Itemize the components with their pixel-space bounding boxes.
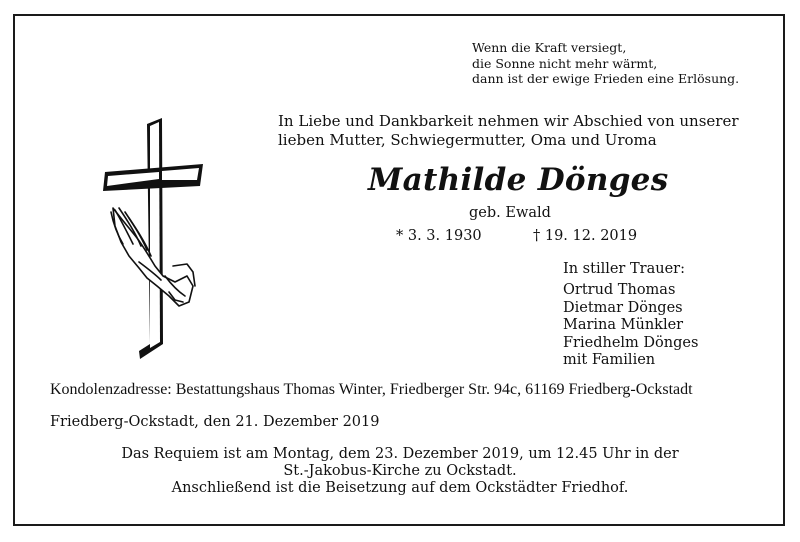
service-line: Das Requiem ist am Montag, dem 23. Dezember 2019, um 12.45 Uhr in der — [121, 446, 679, 462]
intro-line: lieben Mutter, Schwiegermutter, Oma und Uroma — [278, 131, 657, 149]
poem — [472, 40, 739, 87]
mourner-name: Dietmar Dönges — [563, 299, 683, 316]
intro-line: In Liebe und Dankbarkeit nehmen wir Abschied von unserer — [278, 112, 739, 130]
service-line: St.-Jakobus-Kirche zu Ockstadt. — [283, 463, 517, 479]
deceased-name: Mathilde Dönges — [368, 162, 669, 198]
mourner-name: Marina Münkler — [563, 317, 684, 333]
born-name: geb. Ewald — [469, 205, 551, 221]
intro-text — [278, 112, 739, 150]
place-and-date: Friedberg-Ockstadt, den 21. Dezember 2019 — [50, 414, 380, 430]
service-info — [40, 446, 760, 497]
birth-date: * 3. 3. 1930 — [396, 228, 482, 244]
mourner-name: Friedhelm Dönges — [563, 334, 699, 351]
death-date: † 19. 12. 2019 — [533, 228, 638, 244]
poem-line: dann ist der ewige Frieden eine Erlösung. — [472, 71, 740, 86]
poem-line: die Sonne nicht mehr wärmt, — [472, 55, 658, 71]
mourners-list — [563, 282, 698, 370]
mourner-name: Ortrud Thomas — [563, 282, 676, 298]
poem-line: Wenn die Kraft versiegt, — [472, 40, 627, 55]
service-line: Anschließend ist die Beisetzung auf dem Ockstädter Friedhof. — [171, 480, 629, 496]
cross-with-praying-hands-icon — [103, 116, 203, 370]
condolence-address: Kondolenzadresse: Bestattungshaus Thomas Winter, Friedberger Str. 94c, 61169 Friedberg-Ockstadt — [50, 381, 693, 398]
mourner-name: mit Familien — [563, 352, 656, 368]
mourning-heading: In stiller Trauer: — [563, 261, 685, 277]
